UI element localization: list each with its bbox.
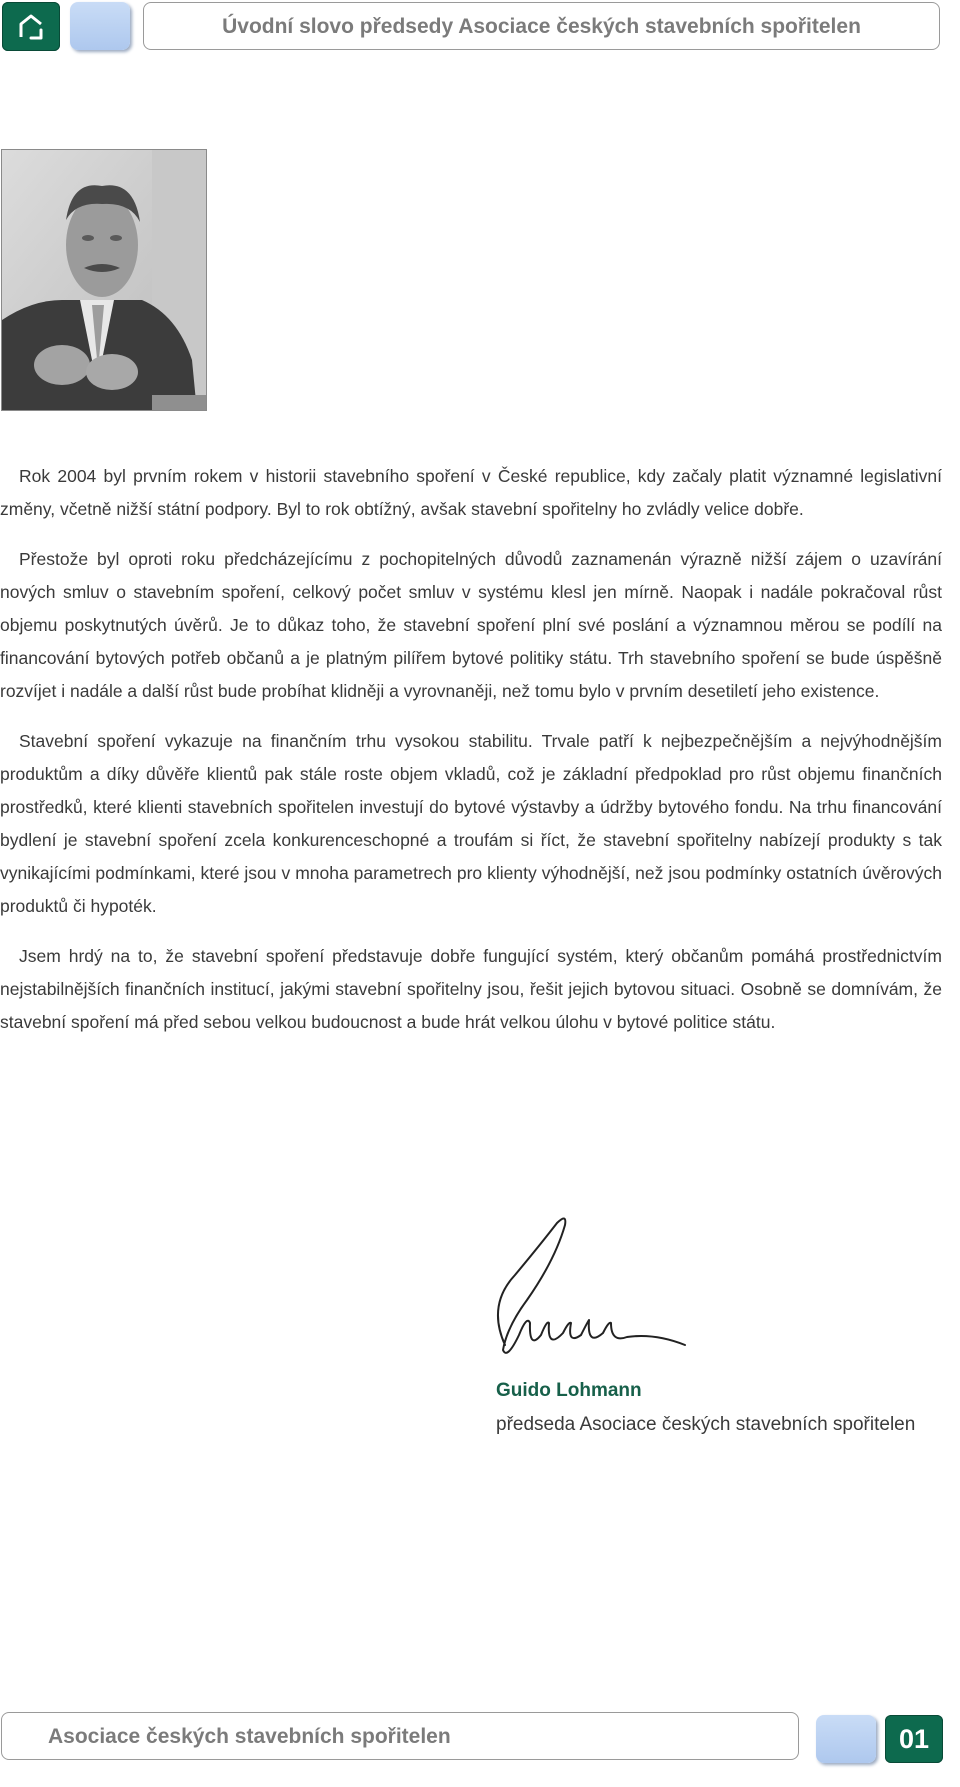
paragraph: Rok 2004 byl prvním rokem v historii stavebního spoření v České republice, kdy začaly platit významné legislativní změny, včetně nižší státní podpory. Byl to rok obtížný, avšak stavební spořitelny ho zvládly velice dobře. (0, 466, 942, 519)
page-title: Úvodní slovo předsedy Asociace českých stavebních spořitelen (143, 2, 940, 50)
signer-name: Guido Lohmann (496, 1380, 642, 1401)
portrait-photo (1, 149, 207, 411)
paragraph: Stavební spoření vykazuje na finančním trhu vysokou stabilitu. Trvale patří k nejbezpečnějším a nejvýhodnějším produktům a díky důvěře klientů pak stále roste objem vkladů, což je základní předpoklad pro růst objemu finančních prostředků, které klienti stavebních spořitelen investují do bytové výstavby a údržby bytového fondu. Na trhu financování bydlení je stavební spoření zcela konkurenceschopné a troufám si říct, že stavební spořitelny nabízejí produkty s tak vynikajícími podmínkami, které jsou v mnoha parametrech pro klienty výhodnější, než jsou podmínky ostatních úvěrových produktů či hypoték. (0, 731, 942, 916)
paragraph: Jsem hrdý na to, že stavební spoření představuje dobře fungující systém, který občanům pomáhá prostřednictvím nejstabilnějších finančních institucí, jakými stavební spořitelny jsou, řešit jejich bytovou situaci. Osobně se domnívám, že stavební spoření má před sebou velkou budoucnost a bude hrát velkou úlohu v bytové politice státu. (0, 946, 942, 1032)
paragraph: Přestože byl oproti roku předcházejícímu z pochopitelných důvodů zaznamenán výrazně nižší zájem o uzavírání nových smluv o stavebním spoření, celkový počet smluv v systému klesl jen mírně. Naopak i nadále pokračoval růst objemu poskytnutých úvěrů. Je to důkaz toho, že stavební spoření plní své poslání a významnou měrou se podílí na financování bytových potřeb občanů a je platným pilířem bytové politiky státu. Trh stavebního spoření se bude úspěšně rozvíjet i nadále a další růst bude probíhat klidněji a vyrovnaněji, než tomu bylo v prvním desetiletí jeho existence. (0, 549, 942, 701)
home-button[interactable] (2, 2, 60, 51)
signer-role: předseda Asociace českých stavebních spořitelen (496, 1414, 916, 1435)
signature (485, 1205, 705, 1370)
page-number: 01 (885, 1715, 943, 1763)
footer-organization: Asociace českých stavebních spořitelen (1, 1712, 799, 1760)
home-arrow-icon (17, 12, 47, 42)
nav-button-square[interactable] (70, 2, 130, 50)
letter-body (0, 460, 942, 1056)
footer-nav-button[interactable] (816, 1715, 876, 1763)
